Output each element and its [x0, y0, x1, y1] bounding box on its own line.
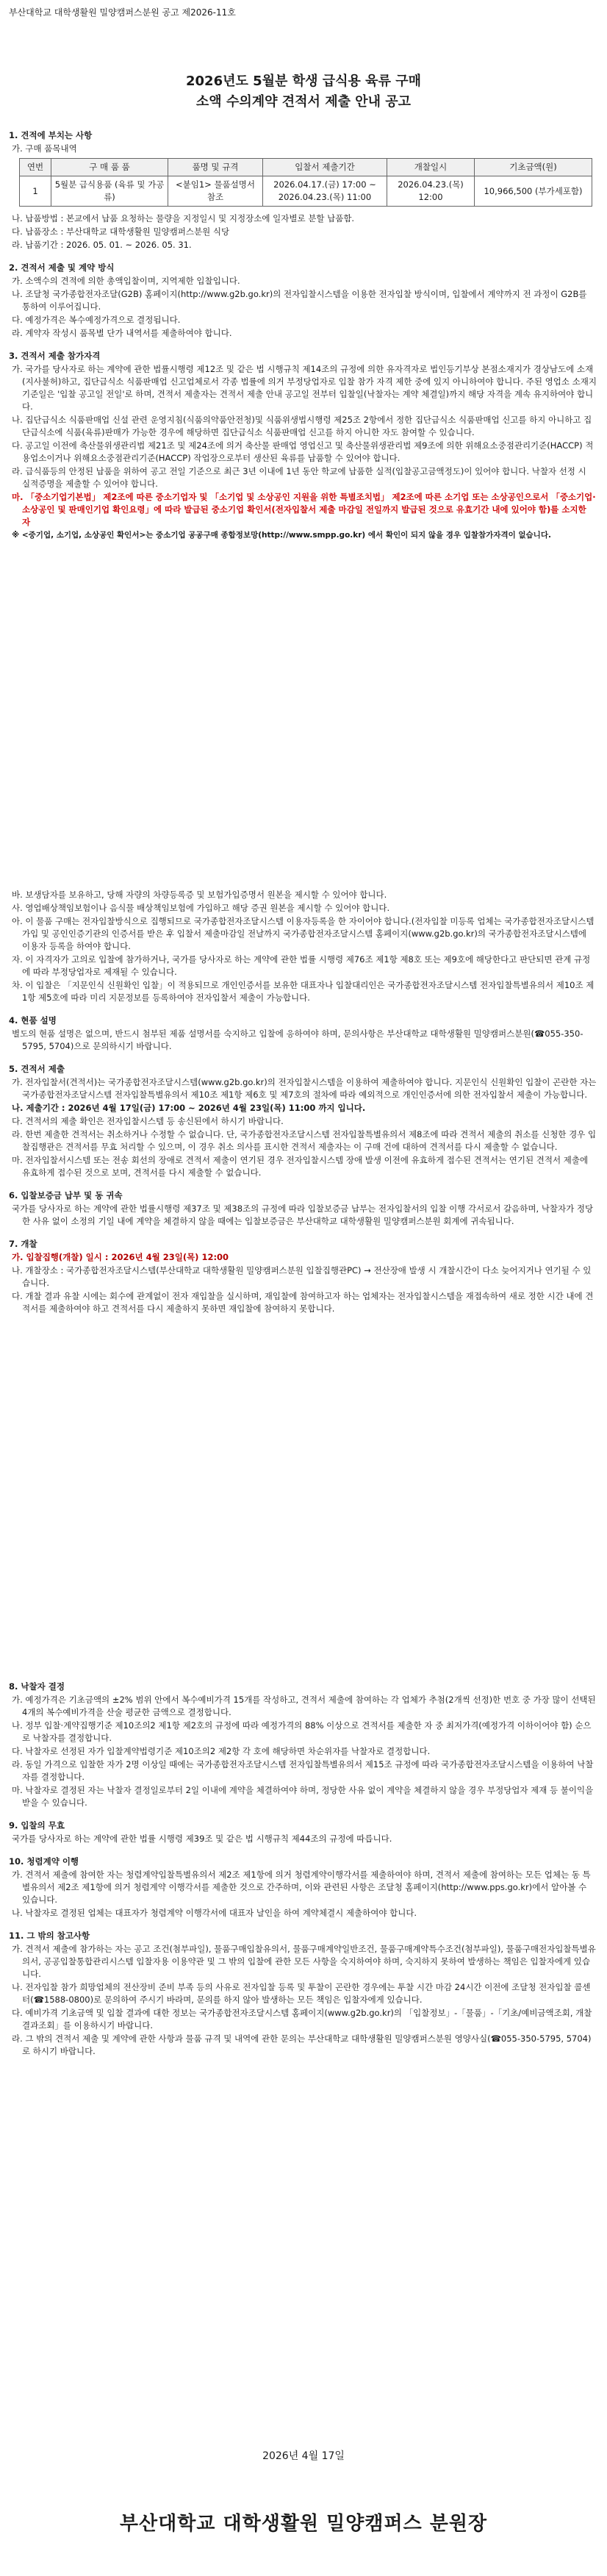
section-3-ma: 마. 「중소기업기본법」 제2조에 따른 중소기업자 및 「소기업 및 소상공인 지원을 위한 특별조치법」 제2조에 따른 소기업 또는 소상공인으로서 「중소기업·소상공인 및 판매인기업 확인요령」에 따라 발급된 중소기업 확인서(전자입찰서 제출 마감일 전일까지 발급된 것으로 유효기간 내에 있어야 함)를 소지한 자 — [12, 492, 596, 527]
section-1-heading: 1. 견적에 부치는 사항 — [9, 130, 93, 140]
section-3-na: 나. 집단급식소 식품판매업 신설 관련 운영지침(식품의약품안전청)및 식품위생법시행령 제25조 2항에서 정한 집단급식소 식품판매업 신고를 하지 아니하고 집단급식소에 식품(육류)판매가 가능한 경우에 해당하면 집단급식소 식품판매업 신고를 하지 아니한 자도 참여할 수 있습니다. — [12, 415, 592, 437]
section-11-ra: 라. 그 밖의 견적서 제출 및 계약에 관한 사항과 물품 규격 및 내역에 관한 문의는 부산대학교 대학생활원 밀양캠퍼스분원 영양사실(☎055-350-5795, 5704)로 하시기 바랍니다. — [12, 2033, 592, 2056]
cell-spec: <붙임1> 물품설명서 참조 — [168, 176, 263, 207]
section-6-heading: 6. 입찰보증금 납부 및 동 귀속 — [9, 1190, 123, 1201]
header-no: 연번 — [20, 159, 51, 176]
cell-no: 1 — [20, 176, 51, 207]
section-5-ra: 라. 한번 제출한 견적서는 취소하거나 수정할 수 없습니다. 단, 국가종합전자조달시스템 전자입찰특별유의서 제8조에 따라 견적서 제출의 취소를 신청한 경우 입찰집행관은 견적서를 무효 처리할 수 있으며, 이 경우 취소 의사를 표시한 견적서 제출자는 이 구매 건에 대하여 견적서를 다시 제출할 수 없습니다. — [12, 1129, 597, 1152]
section-2-ga: 가. 소액수의 견적에 의한 총액입찰이며, 지역제한 입찰입니다. — [12, 276, 240, 286]
section-3-continued — [9, 888, 597, 1316]
section-3-star-note: ※ <중기업, 소기업, 소상공인 확인서>는 중소기업 공공구매 종합정보망(http://www.smpp.go.kr) 에서 확인이 되지 않을 경우 입찰참가자격이 없습니다. — [12, 531, 551, 540]
section-3-ah: 아. 이 물품 구매는 전자입찰방식으로 집행되므로 국가종합전자조달시스템 이용자등록을 한 자이어야 합니다.(전자입찰 미등록 업체는 국가종합전자조달시스템 가입 및 공인인증기관의 인증서를 받은 후 입찰서 제출마감일 전날까지 국가종합전자조달시스템 홈페이지(www.g2b.go.kr)의 국가종합전자조달시스템에 이용자 등록을 하여야 합니다. — [12, 916, 595, 951]
cell-open-date: 2026.04.23.(목) 12:00 — [387, 176, 475, 207]
section-3-sa: 사. 영업배상책임보험이나 음식물 배상책임보험에 가입하고 해당 증권 원본을 제시할 수 있어야 합니다. — [12, 903, 390, 913]
section-3-ra: 라. 급식품등의 안정된 납품을 위하여 공고 전일 기준으로 최근 3년 이내에 1년 동안 학교에 납품한 실적(입찰공고금액정도)이 있어야 합니다. 낙찰자 선정 시 실적증명을 제출할 수 있어야 합니다. — [12, 466, 586, 489]
section-10-ga: 가. 견적서 제출에 참여한 자는 청렴계약입찰특별유의서 제2조 제1항에 의거 청렴계약이행각서를 제출하여야 하며, 견적서 제출에 참여하는 모든 업체는 동 특별유의서 제2조 제1항에 의거 청렴계약 이행각서를 제출한 것으로 간주하며, 이와 관련된 사항은 조달청 홈페이지(http://www.pps.go.kr)에서 알아볼 수 있습니다. — [12, 1870, 591, 1905]
section-3-da: 다. 공고일 이전에 축산물위생관리법 제21조 및 제24조에 의거 축산물 판매업 영업신고 및 축산물위생관리법 제9조에 의한 위해요소중점관리기준(HACCP) 적용업소이거나 위해요소중점관리기준(HACCP) 작업장으로부터 생산된 육류를 납품할 수 있어야 합니다. — [12, 440, 594, 463]
section-7-heading: 7. 개찰 — [9, 1239, 37, 1249]
title-line-2: 소액 수의계약 견적서 제출 안내 공고 — [195, 94, 412, 110]
section-8-da: 다. 낙찰자로 선정된 자가 입찰계약법령기준 제10조의2 제2항 각 호에 해당하면 차순위자를 낙찰자로 결정합니다. — [12, 1746, 431, 1756]
section-8-onward — [9, 1676, 597, 2058]
cell-period: 2026.04.17.(금) 17:00 ~ 2026.04.23.(목) 11:00 — [263, 176, 387, 207]
header-spec: 품명 및 규격 — [168, 159, 263, 176]
section-5-ma: 마. 전자입찰서시스템 또는 전송 회선의 장애로 견적서 제출이 연기된 경우 전자입찰시스템 장애 발생 이전에 유효하게 접수된 견적서는 연기된 견적서 제출에 유효하게 접수된 것으로 보며, 견적서를 다시 제출할 수 없습니다. — [12, 1155, 589, 1178]
delivery-place: 다. 납품장소 : 부산대학교 대학생활원 밀양캠퍼스분원 식당 — [12, 226, 230, 237]
section-7-ga: 가. 입찰집행(개찰) 일시 : 2026년 4월 23일(목) 12:00 — [12, 1252, 229, 1262]
section-5-na: 나. 제출기간 : 2026년 4월 17일(금) 17:00 ~ 2026년 4월 23일(목) 11:00 까지 입니다. — [12, 1103, 366, 1113]
delivery-period: 라. 납품기간 : 2026. 05. 01. ~ 2026. 05. 31. — [12, 240, 192, 250]
section-2-ra: 라. 계약자 작성시 품목별 단가 내역서를 제출하여야 합니다. — [12, 328, 232, 338]
section-8-heading: 8. 낙찰자 결정 — [9, 1681, 65, 1692]
delivery-method: 나. 납품방법 : 본교에서 납품 요청하는 물량을 지정일시 및 지정장소에 일자별로 분할 납품함. — [12, 213, 355, 223]
section-11-ga: 가. 견적서 제출에 참가하는 자는 공고 조건(첨부파일), 물품구매입찰유의서, 물품구매계약일반조건, 물품구매계약특수조건(첨부파일), 물품구매전자입찰특별유의서, 공공입찰통합관리시스템 입찰자용 이용약관 및 그 밖의 입찰에 관한 모든 사항을 숙지하여야 하며, 숙지하지 못하여 발생하는 책임은 입찰자에게 있습니다. — [12, 1944, 596, 1979]
section-10-heading: 10. 청렴계약 이행 — [9, 1856, 79, 1867]
section-4-text: 별도의 현품 설명은 없으며, 반드시 첨부된 제품 설명서를 숙지하고 입찰에 응하여야 하며, 문의사항은 부산대학교 대학생활원 밀양캠퍼스분원(☎055-350-5795, 5704)으로 문의하시기 바랍니다. — [12, 1028, 583, 1051]
section-11-da: 다. 예비가격 기초금액 및 입찰 결과에 대한 정보는 국가종합전자조달시스템 홈페이지(www.g2b.go.kr)의 「입찰정보」-「물품」-「기초/예비금액조회, 개찰결과조회」를 이용하시기 바랍니다. — [12, 2008, 592, 2031]
section-6-text: 국가를 당사자로 하는 계약에 관한 법률시행령 제37조 및 제38조의 규정에 따라 입찰보증금 납부는 전자입찰서의 입찰 이행 각서로서 갈음하며, 낙찰자가 정당한 사유 없이 소정의 기일 내에 계약을 체결하지 않을 때에는 입찰보증금은 부산대학교 대학생활원 밀양캠퍼스분원 회계에 귀속됩니다. — [12, 1203, 594, 1226]
section-8-ra: 라. 동일 가격으로 입찰한 자가 2명 이상일 때에는 국가종합전자조달시스템 전자입찰특별유의서 제15조 규정에 따라 국가종합전자조달시스템을 이용하여 낙찰자를 결정합니다. — [12, 1759, 594, 1782]
section-9-text: 국가를 당사자로 하는 계약에 관한 법률 시행령 제39조 및 같은 법 시행규칙 제44조의 규정에 따릅니다. — [12, 1833, 392, 1844]
section-7-da: 다. 개찰 결과 유찰 시에는 회수에 관계없이 전자 재입찰을 실시하며, 재입찰에 참여하고자 하는 업체자는 전자입찰시스템을 재접속하여 새로 정한 시간 내에 견적서를 제출하여야 하고 견적서를 다시 제출하지 못하면 재입찰에 참여하지 못합니다. — [12, 1291, 594, 1314]
header-period: 입찰서 제출기간 — [263, 159, 387, 176]
table-row — [20, 176, 592, 207]
section-5-ga: 가. 전자입찰서(견적서)는 국가종합전자조달시스템(www.g2b.go.kr)의 전자입찰시스템을 이용하여 제출하여야 합니다. 지문인식 신원확인 입찰이 곤란한 자는 국가종합전자조달시스템 전자입찰특별유의서 제10조 제1항 제6호 및 제7호의 절차에 따라 예외적으로 개인인증서에 의한 전자입찰서 제출이 가능합니다. — [12, 1077, 597, 1100]
section-3-ja: 자. 이 자격자가 고의로 입찰에 참가하거나, 국가를 당사자로 하는 계약에 관한 법률 시행령 제76조 제1항 제8호 또는 제9호에 해당한다고 판단되면 관계 규정에 따라 부정당업자로 제재될 수 있습니다. — [12, 954, 591, 977]
section-9-heading: 9. 입찰의 무효 — [9, 1820, 65, 1831]
section-3-ga: 가. 국가를 당사자로 하는 계약에 관한 법률시행령 제12조 및 같은 법 시행규칙 제14조의 규정에 의한 유자격자로 법인등기부상 본점소재지가 경상남도에 소재(지사불허)하고, 집단급식소 식품판매업 신고업체로서 각종 법률에 의거 부정당업자로 입찰 참가 자격 제한 중에 있지 아니하여야 합니다. 주된 영업소 소재지 기준일은 '입찰 공고일 전일'로 하며, 견적서 제출자는 견적서 제출 안내 공고일 전부터 입찰일(낙찰자는 계약 체결일)까지 해당 자격을 계속 유지하여야 합니다. — [12, 364, 597, 412]
section-11-heading: 11. 그 밖의 참고사항 — [9, 1931, 90, 1941]
section-8-ma: 마. 낙찰자로 결정된 자는 낙찰자 결정일로부터 2일 이내에 계약을 체결하여야 하며, 정당한 사유 없이 계약을 체결하지 않을 경우 부정당업자 제재 등 불이익을 받을 수 있습니다. — [12, 1785, 594, 1808]
section-5-heading: 5. 견적서 제출 — [9, 1064, 65, 1074]
header-item: 구 매 품 품 — [51, 159, 168, 176]
section-7-na: 나. 개찰장소 : 국가종합전자조달시스템(부산대학교 대학생활원 밀양캠퍼스분원 입찰집행관PC) → 전산장애 발생 시 개찰시간이 다소 늦어지거나 연기될 수 있습니다. — [12, 1265, 592, 1288]
section-1 — [9, 125, 597, 543]
cell-item: 5월분 급식용품 (육류 및 가공류) — [51, 176, 168, 207]
section-1-sub: 가. 구매 품목내역 — [12, 143, 77, 154]
section-3-cha: 차. 이 입찰은 「지문인식 신원확인 입찰」이 적용되므로 개인인증서를 보유한 대표자나 입찰대리인은 국가종합전자조달시스템 전자입찰특별유의서 제10조 제1항 제5호에 따라 미리 지문정보를 등록하여야 전자입찰서 제출이 가능합니다. — [12, 980, 595, 1003]
section-10-na: 나. 낙찰자로 결정된 업체는 대표자가 청렴계약 이행각서에 대표자 날인을 하여 계약체결시 제출하여야 합니다. — [12, 1908, 417, 1918]
section-2-na: 나. 조달청 국가종합전자조달(G2B) 홈페이지(http://www.g2b.go.kr)의 전자입찰시스템을 이용한 전자입찰 방식이며, 입찰에서 계약까지 전 과정이 G2B를 통하여 이루어집니다. — [12, 289, 587, 312]
cell-base-amount: 10,966,500 (부가세포함) — [475, 176, 592, 207]
section-4-heading: 4. 현품 설명 — [9, 1015, 57, 1026]
table-header-row — [20, 159, 592, 176]
signature-line: 부산대학교 대학생활원 밀양캠퍼스 분원장 — [119, 2513, 488, 2535]
header-open-date: 개찰일시 — [387, 159, 475, 176]
purchase-items-table — [19, 158, 592, 207]
header-base-amount: 기초금액(원) — [475, 159, 592, 176]
section-3-ba: 바. 보생담자를 보유하고, 당해 자량의 차량등록증 및 보험가입증명서 원본을 제시할 수 있어야 합니다. — [12, 890, 387, 900]
section-3-heading: 3. 견적서 제출 참가자격 — [9, 351, 101, 361]
section-11-na: 나. 전자입찰 참가 희망업체의 전산장비 준비 부족 등의 사유로 전자입찰 등록 및 투찰이 곤란한 경우에는 투찰 시간 마감 24시간 이전에 조달청 전자입찰 콜센터(☎1588-0800)로 문의하여 주시기 바라며, 문의를 하지 않아 발생하는 모든 책임은 입찰자에게 있습니다. — [12, 1982, 591, 2005]
notice-date: 2026년 4월 17일 — [262, 2450, 345, 2462]
notice-number: 부산대학교 대학생활원 밀양캠퍼스분원 공고 제2026-11호 — [9, 7, 236, 18]
section-5-da: 다. 견적서의 제출 확인은 전자입찰시스템 등 송신된에서 하시기 바랍니다. — [12, 1116, 284, 1126]
section-2-heading: 2. 견적서 제출 및 계약 방식 — [9, 262, 115, 273]
section-2-da: 다. 예정가격은 복수예정가격으로 결정됩니다. — [12, 315, 181, 325]
section-8-na: 나. 정부 입찰·계약집행기준 제10조의2 제1항 제2호의 규정에 따라 예정가격의 88% 이상으로 견적서를 제출한 자 중 최저가격(예정가격 이하이어야 함) 순으로 낙찰자를 결정합니다. — [12, 1720, 592, 1743]
title-line-1: 2026년도 5월분 학생 급식용 육류 구매 — [186, 74, 421, 89]
section-8-ga: 가. 예정가격은 기초금액의 ±2% 범위 안에서 복수예비가격 15개를 작성하고, 견적서 제출에 참여하는 각 업체가 추첨(2개씩 선정)한 번호 중 가장 많이 선택된 4개의 복수예비가격을 산술 평균한 금액으로 결정합니다. — [12, 1695, 596, 1717]
